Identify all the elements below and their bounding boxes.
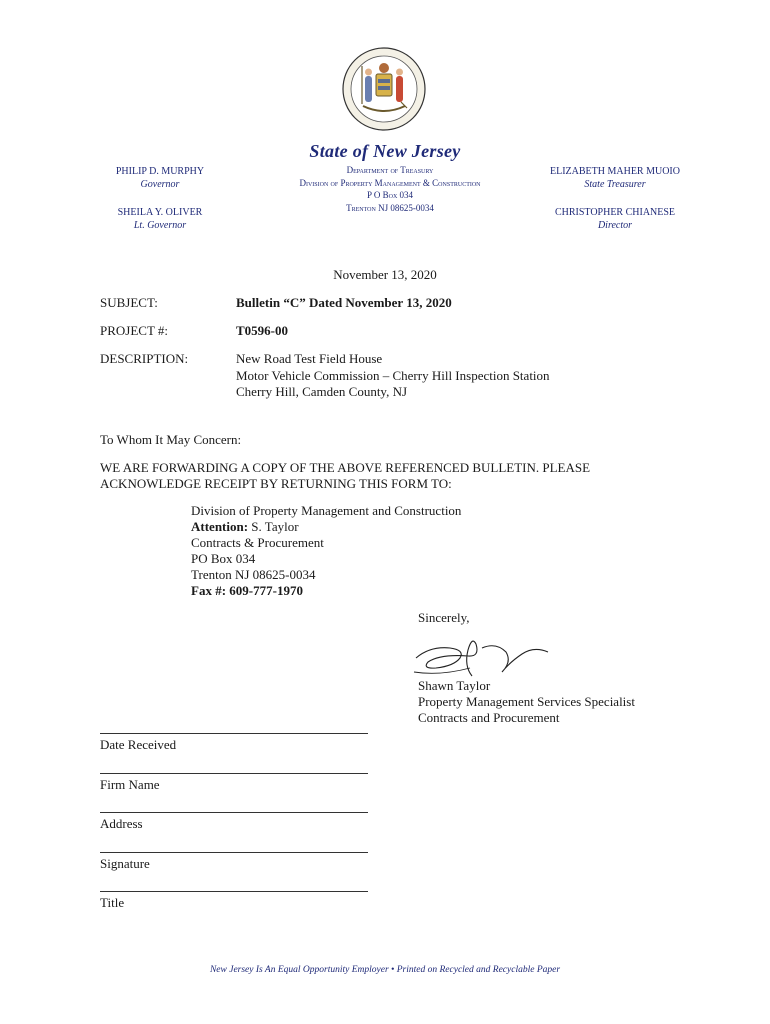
firm-name-line[interactable] [100, 773, 368, 774]
letter-date: November 13, 2020 [333, 267, 437, 282]
subject-label: SUBJECT: [100, 295, 158, 310]
department-line: P O Box 034 [366, 190, 414, 200]
signature-line[interactable] [100, 852, 368, 853]
department-line: Trenton NJ 08625-0034 [346, 202, 434, 213]
date-received-line[interactable] [100, 733, 368, 734]
body-line: WE ARE FORWARDING A COPY OF THE ABOVE REFERENCED BULLETIN. PLEASE [100, 460, 591, 475]
project-label: PROJECT #: [100, 323, 169, 338]
fax-line [191, 583, 461, 599]
description-line: Motor Vehicle Commission – Cherry Hill Inspection Station [236, 367, 550, 383]
governor-title: Governor [140, 179, 180, 190]
attention-line [191, 519, 461, 535]
director-title: Director [597, 220, 633, 231]
treasurer-name: ELIZABETH MAHER MUOIO [550, 166, 680, 177]
governor-name: PHILIP D. MURPHY [115, 166, 205, 177]
description-label: DESCRIPTION: [100, 351, 189, 366]
body-line: ACKNOWLEDGE RECEIPT BY RETURNING THIS FORM TO: [100, 476, 452, 491]
description-line: Cherry Hill, Camden County, NJ [236, 384, 408, 399]
description-block [236, 351, 550, 401]
attention-label: Attention: [191, 519, 249, 534]
address-line-field[interactable] [100, 812, 368, 813]
signer-title: Property Management Services Specialist [418, 694, 635, 709]
address-label: Address [100, 816, 143, 831]
return-address [191, 503, 461, 599]
project-value: T0596-00 [236, 323, 288, 338]
footer-note: New Jersey Is An Equal Opportunity Employer • Printed on Recycled and Recyclable Paper [209, 965, 561, 975]
description-line: New Road Test Field House [236, 351, 383, 366]
department-line: Division of Property Management & Construction [299, 177, 481, 188]
signer-dept: Contracts and Procurement [418, 710, 560, 725]
treasurer-title: State Treasurer [584, 179, 646, 190]
director-name: CHRISTOPHER CHIANESE [554, 207, 676, 218]
title-label: Title [100, 895, 125, 910]
signature-label: Signature [100, 856, 150, 871]
attention-value: S. Taylor [251, 519, 299, 534]
salutation: To Whom It May Concern: [100, 432, 242, 447]
address-line: Trenton NJ 08625-0034 [191, 567, 316, 582]
signer-name: Shawn Taylor [418, 678, 491, 693]
address-line: Division of Property Management and Construction [191, 503, 462, 518]
subject-value: Bulletin “C” Dated November 13, 2020 [236, 295, 452, 310]
handwritten-signature [410, 632, 560, 682]
state-seal [341, 46, 427, 132]
state-title: State of New Jersey [309, 141, 461, 161]
fax-value: 609-777-1970 [229, 583, 303, 598]
title-line[interactable] [100, 891, 368, 892]
firm-name-label: Firm Name [100, 777, 160, 792]
body-paragraph [100, 460, 590, 492]
fax-label: Fax #: [191, 583, 227, 598]
address-line: Contracts & Procurement [191, 535, 324, 550]
address-line: PO Box 034 [191, 551, 256, 566]
department-block [250, 164, 530, 214]
lt-governor-title: Lt. Governor [133, 220, 187, 231]
date-received-label: Date Received [100, 737, 177, 752]
department-line: Department of Treasury [346, 165, 434, 175]
closing: Sincerely, [418, 610, 470, 625]
signer-block [418, 678, 635, 726]
lt-governor-name: SHEILA Y. OLIVER [117, 207, 203, 218]
